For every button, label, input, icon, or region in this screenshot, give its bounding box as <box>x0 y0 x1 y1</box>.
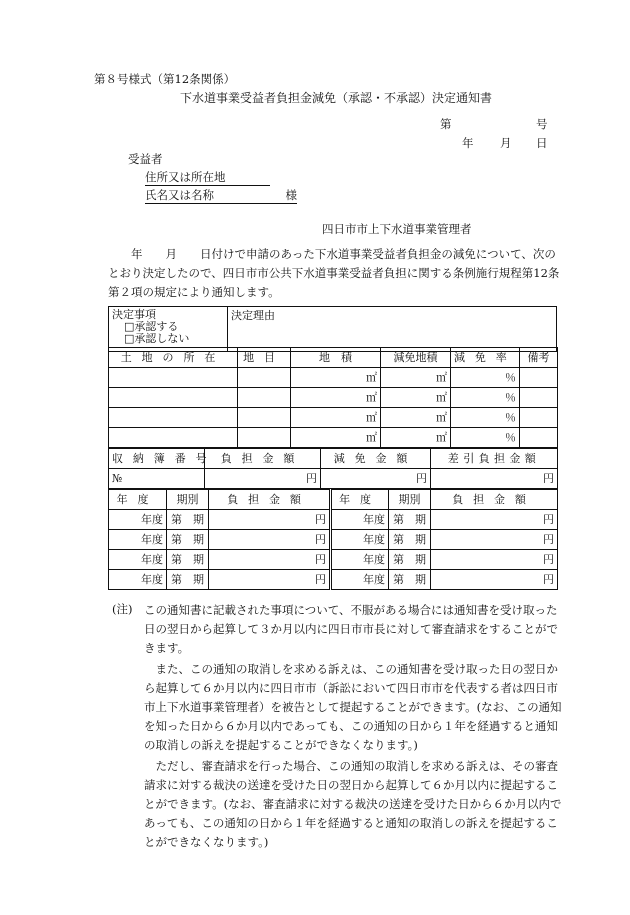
table-row: 年度 第 期 円 年度 第 期 円 <box>109 510 558 530</box>
table-row: 年度 第 期 円 年度 第 期 円 <box>109 550 558 570</box>
date-day: 日 <box>536 136 548 150</box>
doc-no-suffix: 号 <box>536 117 548 131</box>
table-row: ㎡ ㎡ ％ <box>109 408 558 428</box>
doc-no-prefix: 第 <box>440 117 452 131</box>
note-1: この通知書に記載された事項について、不服がある場合には通知書を受け取った日の翌日から起算して３か月以内に四日市市長に対して審査請求をすることができます。 <box>144 603 558 655</box>
honorific: 様 <box>285 188 297 202</box>
note-3: ただし、審査請求を行った場合、この通知の取消しを求める訴えは、その審査請求に対する裁決の送達を受けた日の翌日から起算して６か月以内に提起することができます。(なお、審査請求に対する裁決の送達を受けた日から６か月以内であっても、この通知の日から１年を経過すると通知の取消しの訴えを提起することができなくなります。) <box>144 759 562 849</box>
document-title: 下水道事業受益者負担金減免（承認・不承認）決定通知書 <box>180 91 493 105</box>
decision-table <box>108 306 557 352</box>
name-label: 氏名又は名称 <box>145 188 214 202</box>
hdr-receipt-no: 収納簿番号 <box>109 449 205 469</box>
recipient-label: 受益者 <box>128 152 163 166</box>
receipt-no-cell: № <box>109 469 205 489</box>
summary-table <box>108 448 558 489</box>
name-line <box>145 189 297 204</box>
table-row: ㎡ ㎡ ％ <box>109 368 558 388</box>
decision-label: 決定事項 <box>112 308 156 321</box>
hdr-reduction-rate: 減免率 <box>451 348 520 368</box>
date-year: 年 <box>462 136 474 150</box>
date-month: 月 <box>500 136 512 150</box>
hdr-remarks: 備考 <box>520 348 558 368</box>
reject-option[interactable]: □承認しない <box>124 332 190 345</box>
hdr-reduced-area: 減免地積 <box>381 348 451 368</box>
land-table <box>108 347 558 448</box>
address-line <box>145 171 270 186</box>
decision-cell <box>109 307 228 352</box>
reason-cell <box>228 307 557 352</box>
table-row: ㎡ ㎡ ％ <box>109 388 558 408</box>
table-row: 年度 第 期 円 年度 第 期 円 <box>109 570 558 590</box>
approve-option[interactable]: □承認する <box>124 320 179 333</box>
issuer: 四日市市上下水道事業管理者 <box>322 222 472 236</box>
note-2: また、この通知の取消しを求める訴えは、この通知書を受け取った日の翌日から起算して６か月以内に四日市市（訴訟において四日市市を代表する者は四日市市上下水道事業管理者）を被告として提起することができます。(なお、この通知を知った日から６か月以内であっても、この通知の日から１年を経過すると通知の取消しの訴えを提起することができなくなります。) <box>144 662 562 752</box>
hdr-net-amount: 差引負担金額 <box>431 449 558 469</box>
address-label: 住所又は所在地 <box>145 170 226 184</box>
hdr-land-category: 地目 <box>238 348 291 368</box>
form-number: 第８号様式（第12条関係） <box>94 72 236 86</box>
hdr-reduction-amount: 減免金額 <box>321 449 431 469</box>
hdr-charge-amount: 負担金額 <box>205 449 321 469</box>
installment-table: 年度 期別 負担金額 年度 期別 負担金額 年度 第 期 円 年度 第 期 円 年度 第 期 円 年度 第 期 円 年度 第 期 円 年度 第 期 円 年度 第 期 円 年度 第 期 円 <box>108 489 558 590</box>
table-row: ㎡ ㎡ ％ <box>109 428 558 448</box>
hdr-land-location: 土地の所在 <box>109 348 238 368</box>
reason-label: 決定理由 <box>231 309 275 322</box>
table-row: № 円 円 円 <box>109 469 558 489</box>
body-paragraph: 年 月 日付けで申請のあった下水道事業受益者負担金の減免について、次のとおり決定したので、四日市市公共下水道事業受益者負担に関する条例施行規程第12条第２項の規定により通知します。 <box>108 247 560 299</box>
table-row: 年度 第 期 円 年度 第 期 円 <box>109 530 558 550</box>
hdr-land-area: 地 積 <box>291 348 381 368</box>
notes-label: (注) <box>112 602 133 616</box>
